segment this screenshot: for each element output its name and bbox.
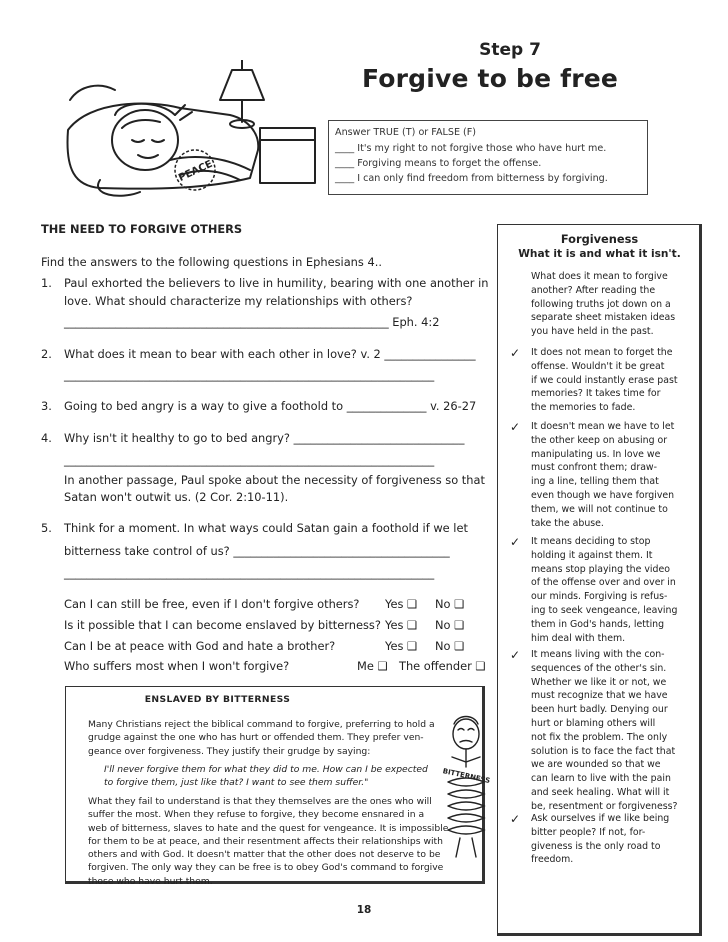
sidebar-title: Forgiveness [560, 232, 639, 246]
sidebar-item: It does not mean to forget the offense. Wouldn't it be great if we could instantly erase past memories? It takes time for the memories to fade. [531, 347, 678, 414]
bitterness-figure-illustration [438, 712, 494, 862]
sidebar-item: It doesn't mean we have to let the other keep on abusing or manipulating us. In love we must confront them; draw- ing a line, telling them that even though we have forgiven them, we will not continue to take the abuse. [531, 421, 675, 529]
question-number: 3. [41, 399, 52, 413]
peace-stamp-text: PEACE [176, 158, 215, 184]
question-text: Think for a moment. In what ways could Satan gain a foothold if we let [64, 521, 468, 535]
check-icon: ✓ [510, 535, 521, 549]
check-icon: ✓ [510, 648, 521, 662]
offender-checkbox[interactable]: The offender ❑ [399, 659, 486, 673]
yes-checkbox[interactable]: Yes ❑ [385, 618, 418, 632]
sidebar-item: It means deciding to stop holding it against them. It means stop playing the video of the offense over and over in our minds. Forgiving is refus- ing to seek vengeance, leaving them in God's hands, letting him deal with them. [531, 536, 678, 644]
page-number: 18 [356, 904, 372, 916]
yes-checkbox[interactable]: Yes ❑ [385, 639, 418, 653]
box-paragraph: Many Christians reject the biblical command to forgive, preferring to hold a grudge against the one who has hurt or offended them. They prefer ven- geance over forgiveness. They justify their grudge by saying: [88, 719, 435, 757]
question-number: 1. [41, 276, 52, 290]
question-text[interactable]: Going to bed angry is a way to give a foothold to ______________ v. 26-27 [64, 399, 477, 413]
me-checkbox[interactable]: Me ❑ [357, 659, 388, 673]
no-checkbox[interactable]: No ❑ [435, 618, 465, 632]
answer-line[interactable]: _________________________________________________________________ [64, 453, 435, 467]
question-text[interactable]: bitterness take control of us? ______________________________________ [64, 544, 450, 558]
question-text: Paul exhorted the believers to live in humility, bearing with one another in [64, 276, 489, 290]
note-text: Satan won't outwit us. (2 Cor. 2:10-11). [64, 490, 289, 504]
true-false-quiz [328, 120, 648, 195]
answer-line[interactable]: _________________________________________________________________ [64, 566, 435, 580]
yes-checkbox[interactable]: Yes ❑ [385, 597, 418, 611]
answer-line[interactable]: _________________________________________________________ Eph. 4:2 [64, 315, 440, 329]
answer-line[interactable]: _________________________________________________________________ [64, 368, 435, 382]
question-number: 4. [41, 431, 52, 445]
note-text: In another passage, Paul spoke about the necessity of forgiveness so that [64, 473, 485, 487]
no-checkbox[interactable]: No ❑ [435, 639, 465, 653]
yes-no-question: Who suffers most when I won't forgive? [64, 659, 290, 673]
sidebar-subtitle: What it is and what it isn't. [518, 248, 681, 260]
sleeping-man-illustration [60, 60, 320, 210]
check-icon: ✓ [510, 420, 521, 434]
intro-text: Find the answers to the following questions in Ephesians 4.. [41, 255, 382, 269]
section-heading: THE NEED TO FORGIVE OTHERS [41, 222, 243, 236]
sidebar-item: Ask ourselves if we like being bitter people? If not, for- giveness is the only road to freedom. [531, 813, 670, 866]
question-text[interactable]: Why isn't it healthy to go to bed angry? ______________________________ [64, 431, 465, 445]
yes-no-question: Can I can still be free, even if I don't forgive others? [64, 597, 360, 611]
check-icon: ✓ [510, 346, 521, 360]
yes-no-question: Can I be at peace with God and hate a brother? [64, 639, 336, 653]
check-icon: ✓ [510, 812, 521, 826]
quiz-item[interactable]: ____ Forgiving means to forget the offense. [335, 158, 542, 169]
box-paragraph: What they fail to understand is that they themselves are the ones who will suffer the most. When they refuse to forgive, they become ensnared in a web of bitterness, slaves to hate and the quest for vengeance. It is impossible for them to be at peace, and their resentment affects their relationships with others and with God. It doesn't matter that the other does not deserve to be forgiven. The only way they can be free is to obey God's command to forgive those who have hurt them. [88, 796, 449, 887]
no-checkbox[interactable]: No ❑ [435, 597, 465, 611]
page-title: Forgive to be free [361, 64, 619, 93]
bitterness-label: BITTERNESS [441, 767, 491, 785]
quiz-item[interactable]: ____ I can only find freedom from bitterness by forgiving. [335, 173, 608, 184]
question-text[interactable]: What does it mean to bear with each other in love? v. 2 ________________ [64, 347, 476, 361]
box-title: ENSLAVED BY BITTERNESS [144, 694, 291, 705]
step-label: Step 7 [479, 40, 541, 60]
quiz-instruction: Answer TRUE (T) or FALSE (F) [335, 127, 477, 138]
sidebar-item: It means living with the con- sequences of the other's sin. Whether we like it or not, we must recognize that we have been hurt badly. Denying our hurt or blaming others will not fix the problem. The only solution is to face the fact that we are wounded so that we can learn to live with the pain and seek healing. What will it be, resentment or forgiveness? [531, 649, 678, 812]
question-number: 5. [41, 521, 52, 535]
sidebar-intro: What does it mean to forgive another? After reading the following truths jot down on a separate sheet mistaken ideas you have held in the past. [531, 271, 676, 338]
box-quote: I'll never forgive them for what they did to me. How can I be expected to forgive them, just like that? I want to see them suffer." [104, 764, 428, 789]
yes-no-question: Is it possible that I can become enslaved by bitterness? [64, 618, 381, 632]
question-number: 2. [41, 347, 52, 361]
question-text: love. What should characterize my relationships with others? [64, 294, 413, 308]
quiz-item[interactable]: ____ It's my right to not forgive those who have hurt me. [335, 143, 607, 154]
